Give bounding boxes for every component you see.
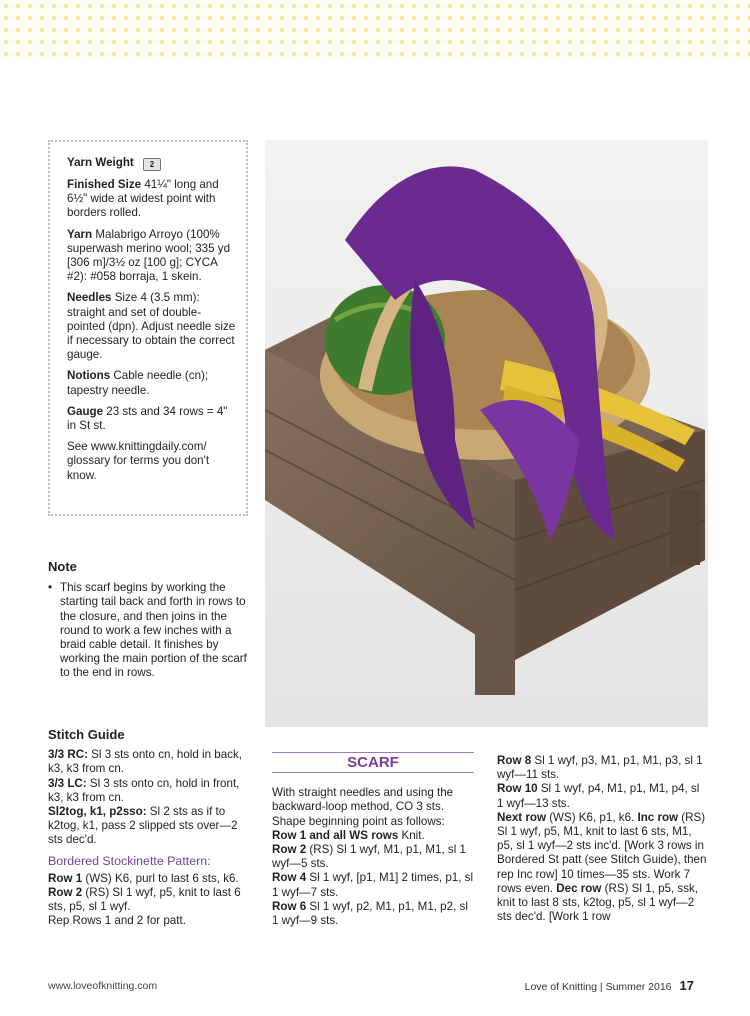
yarn-weight-line	[67, 156, 236, 171]
scarf-photo	[265, 140, 708, 727]
row-label: Inc row	[637, 810, 679, 824]
finished-size	[67, 178, 236, 221]
row-label: Row 6	[272, 899, 307, 913]
row-label: Dec row	[556, 881, 602, 895]
row-label: Row 2	[48, 886, 83, 900]
finished-size-text: 41¼" long and 6½" wide at widest point with borders rolled.	[67, 178, 219, 220]
row-label: Row 1	[48, 871, 83, 885]
pattern-heading: Bordered Stockinette Pattern:	[48, 853, 211, 868]
needles-label: Needles	[67, 291, 112, 305]
row-text: (WS) K6, p1, k6.	[545, 810, 638, 824]
row-label: Row 1 and all WS rows	[272, 828, 399, 842]
project-info-box	[48, 140, 248, 516]
row-label: Row 2	[272, 843, 307, 857]
magazine-name: Love of Knitting	[524, 981, 598, 993]
scarf-row-2	[272, 843, 474, 871]
repeat-instruction: Rep Rows 1 and 2 for patt.	[48, 914, 186, 928]
lc-text: Sl 3 sts onto cn, hold in front, k3, k3 from cn.	[48, 776, 240, 804]
sl2tog-instruction	[48, 805, 253, 848]
yarn-text: Malabrigo Arroyo (100% superwash merino wool; 335 yd [306 m]/3½ oz [100 g]; CYCA #2): #058 borraja, 1 skein.	[67, 227, 231, 284]
row-text: Sl 1 wyf, p4, M1, p1, M1, p4, sl 1 wyf—13 sts.	[497, 782, 700, 810]
note-item	[48, 581, 253, 680]
row-text: (RS) Sl 1 wyf, M1, p1, M1, sl 1 wyf—5 sts.	[272, 843, 466, 871]
row-text: (WS) K6, purl to last 6 sts, k6.	[82, 871, 239, 885]
issue-text: | Summer 2016	[597, 981, 672, 993]
lc-label: 3/3 LC:	[48, 776, 87, 790]
stitch-guide	[48, 728, 253, 929]
row-label: Row 10	[497, 782, 538, 796]
gauge-info	[67, 405, 236, 433]
row-text: (RS) Sl 1, p5, ssk, knit to last 8 sts, k2tog, p5, sl 1 wyf—2 sts dec'd. [Work 1 row	[497, 881, 699, 924]
gauge-text: 23 sts and 34 rows = 4" in St st.	[67, 404, 228, 433]
page-number: 17	[679, 978, 694, 993]
scarf-row-1	[272, 829, 474, 843]
footer-url[interactable]: www.loveofknitting.com	[48, 980, 158, 992]
row-label: Row 4	[272, 871, 307, 885]
yarn-info	[67, 228, 236, 285]
row-text: Sl 1 wyf, p3, M1, p1, M1, p3, sl 1 wyf—11 sts.	[497, 754, 703, 782]
sl2tog-label: Sl2tog, k1, p2sso:	[48, 805, 147, 819]
scarf-row-10	[497, 782, 707, 810]
finished-size-label: Finished Size	[67, 178, 142, 191]
needles-info	[67, 291, 236, 362]
scarf-next-rows	[497, 811, 707, 925]
scarf-row-6	[272, 900, 474, 928]
row-text: (RS) Sl 1 wyf, p5, knit to last 6 sts, p5, sl 1 wyf.	[48, 886, 241, 914]
rc-instruction	[48, 748, 253, 776]
stitch-guide-heading: Stitch Guide	[48, 727, 125, 742]
sl2tog-text: Sl 2 sts as if to k2tog, k1, pass 2 slipped sts over—2 sts dec'd.	[48, 805, 238, 847]
row-text: Sl 1 wyf, p2, M1, p1, M1, p2, sl 1 wyf—9 sts.	[272, 899, 468, 928]
row-label: Row 8	[497, 754, 532, 767]
lc-instruction	[48, 777, 253, 805]
scarf-section	[272, 752, 474, 928]
scarf-row-8	[497, 754, 707, 782]
note-section	[48, 560, 253, 681]
notions-label: Notions	[67, 369, 111, 383]
rc-text: Sl 3 sts onto cn, hold in back, k3, k3 from cn.	[48, 748, 242, 776]
gauge-label: Gauge	[67, 404, 104, 418]
glossary-note: See www.knittingdaily.com/ glossary for terms you don't know.	[67, 440, 210, 482]
scarf-intro: With straight needles and using the backward-loop method, CO 3 sts. Shape beginning point as follows:	[272, 786, 454, 828]
row-text: Knit.	[398, 828, 425, 842]
yarn-weight-icon: 2	[143, 158, 161, 171]
scarf-row-4	[272, 871, 474, 899]
row-text: (RS) Sl 1 wyf, p5, M1, knit to last 6 sts, M1, p5, sl 1 wyf—2 sts inc'd. [Work 3 rows in Bordered St patt (see Stitch Guide), then rep Inc row] 10 times—35 sts. Work 7 rows even.	[497, 810, 707, 895]
pattern-row-2	[48, 886, 253, 914]
notions-text: Cable needle (cn); tapestry needle.	[67, 369, 209, 397]
note-text: This scarf begins by working the starting tail back and forth in rows to the closure, and then joins in the round to work a few inches with a braid cable detail. It finishes by working the main portion of the scarf to the end in rows.	[60, 581, 247, 680]
needles-text: Size 4 (3.5 mm): straight and set of double-pointed (dpn). Adjust needle size if necessary to obtain the correct gauge.	[67, 291, 236, 362]
dotted-header-band	[0, 0, 750, 62]
footer-info	[525, 978, 694, 993]
yarn-weight-label: Yarn Weight	[67, 156, 134, 169]
row-label: Next row	[497, 810, 546, 824]
rc-label: 3/3 RC:	[48, 748, 88, 762]
scarf-basket-illustration	[265, 140, 708, 727]
note-heading: Note	[48, 559, 77, 574]
notions-info	[67, 369, 236, 397]
bullet-icon: •	[48, 581, 53, 595]
scarf-heading: SCARF	[272, 752, 474, 773]
row-text: Sl 1 wyf, [p1, M1] 2 times, p1, sl 1 wyf—7 sts.	[272, 871, 474, 899]
yarn-label: Yarn	[67, 227, 93, 241]
pattern-row-1	[48, 872, 253, 886]
scarf-continued	[497, 754, 707, 924]
